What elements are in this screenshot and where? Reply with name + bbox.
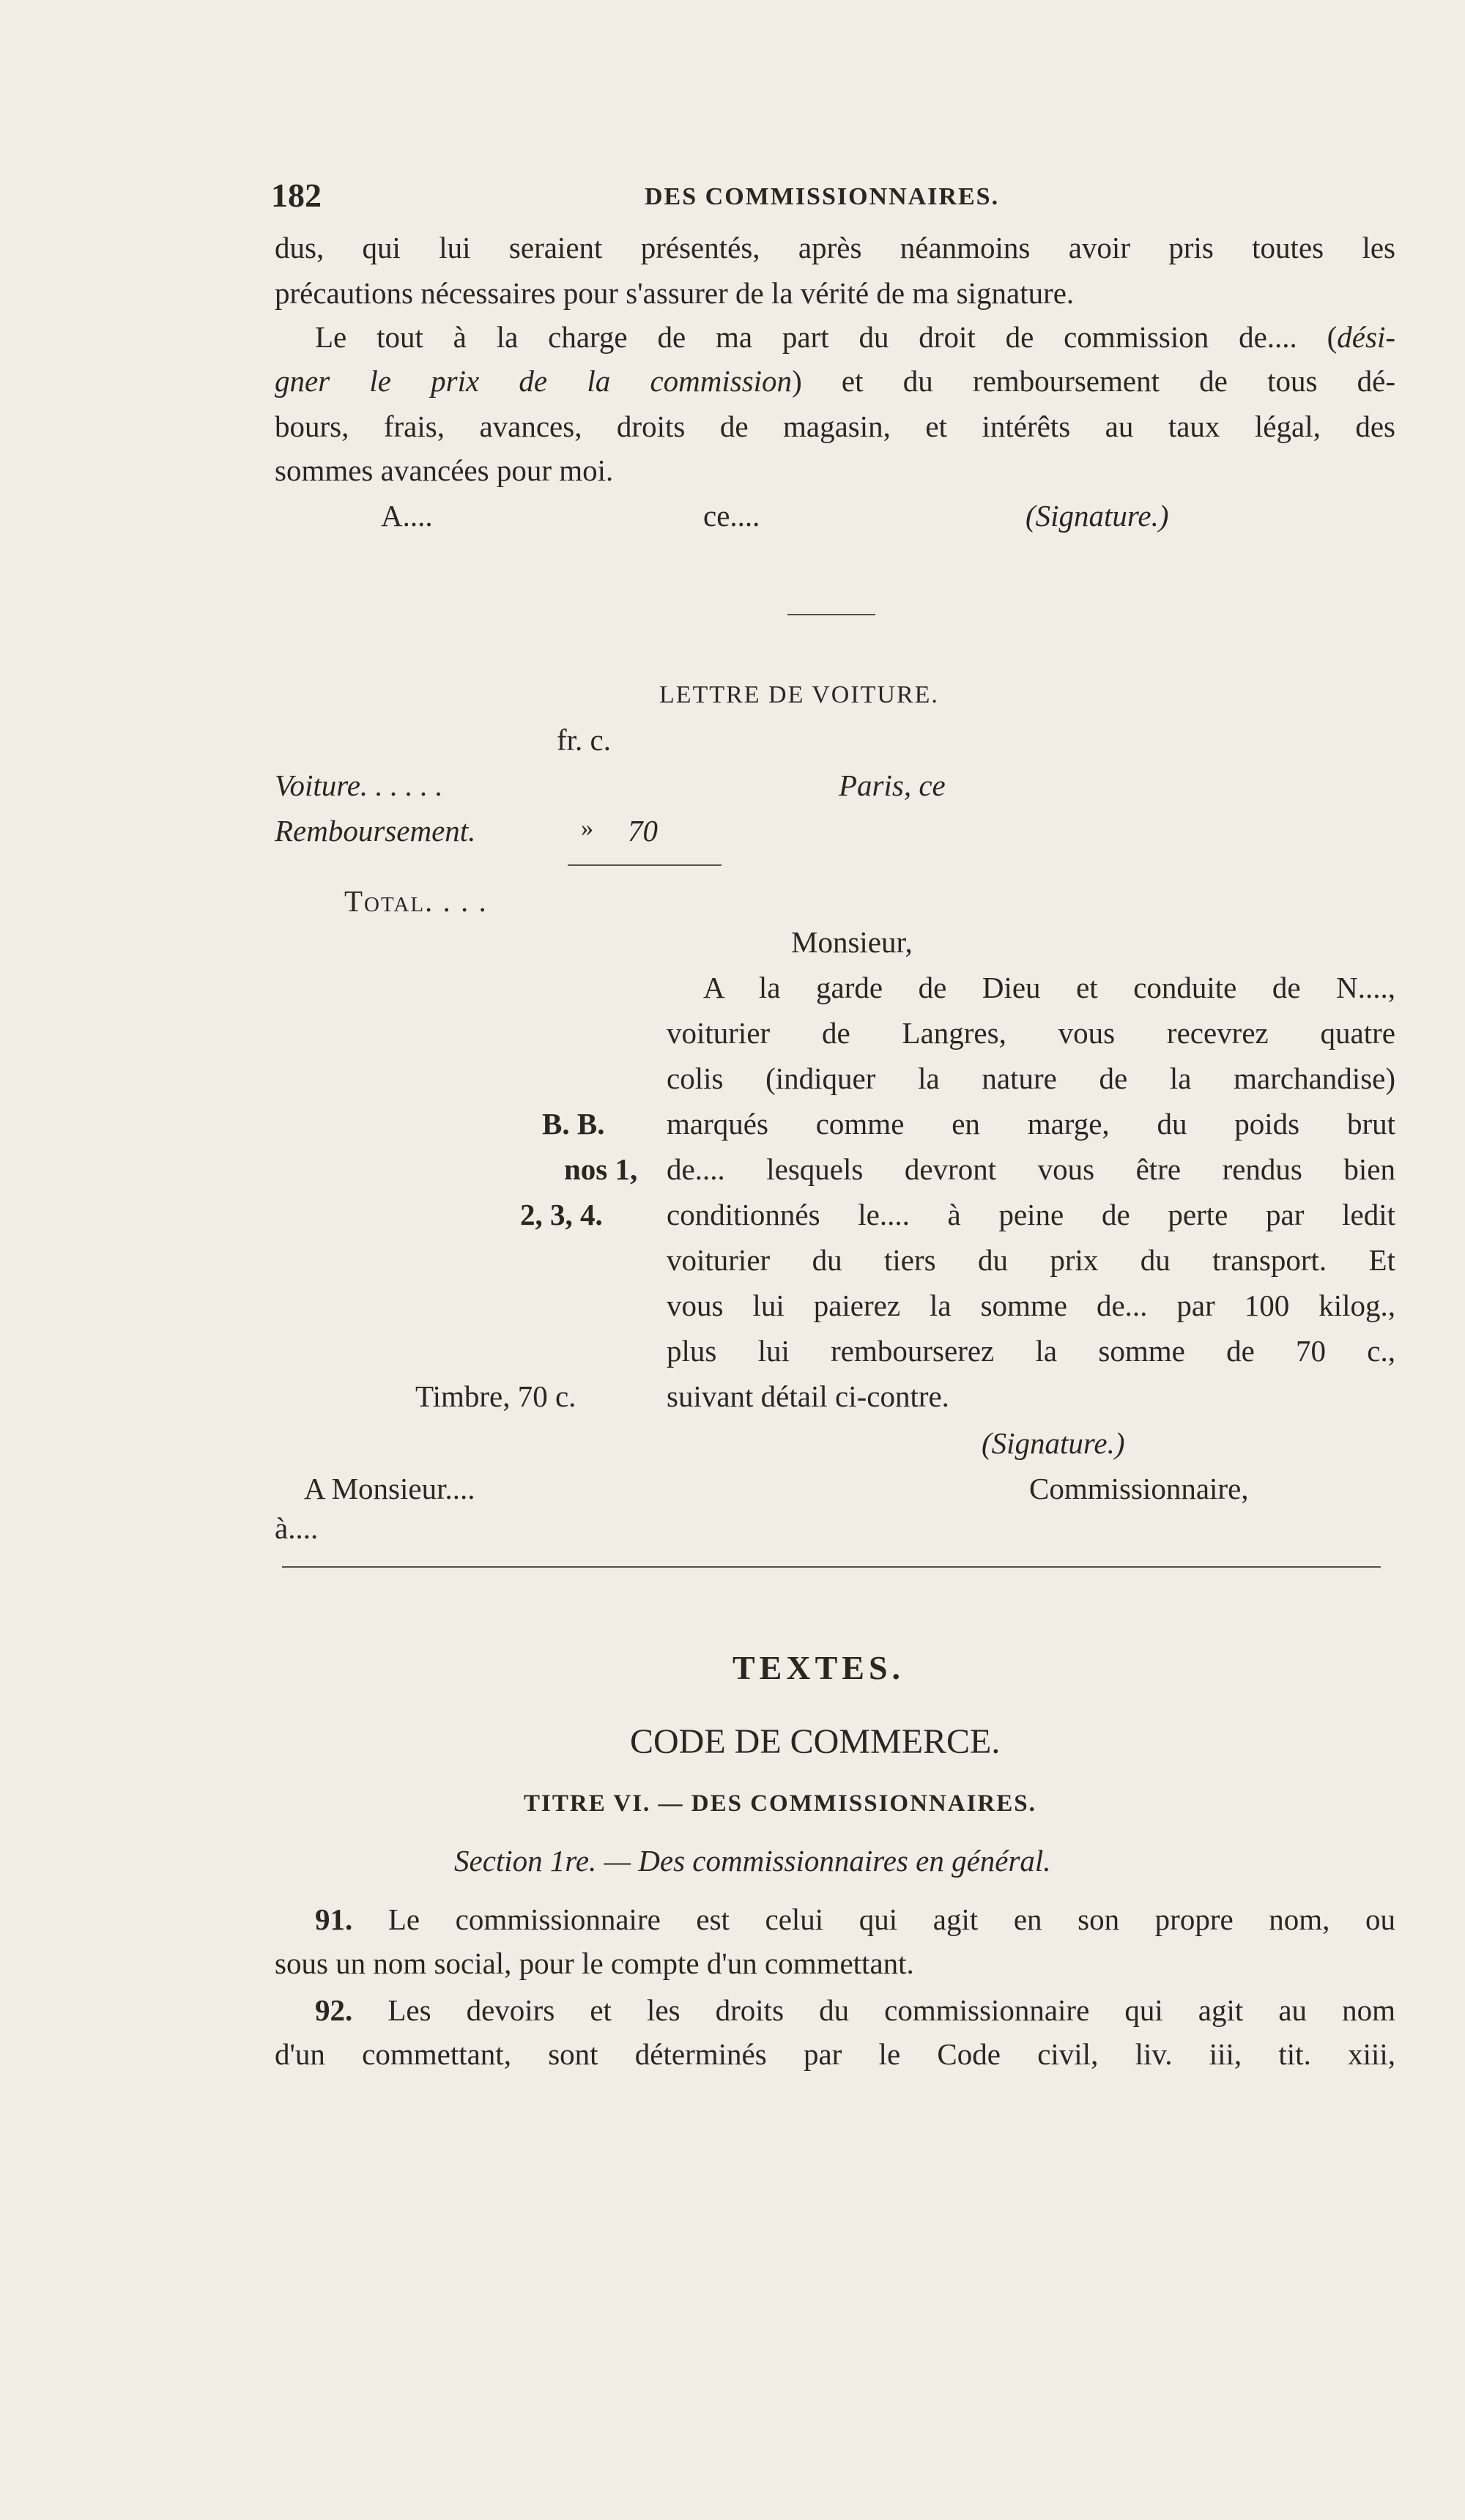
- para1-line1: dus, qui lui seraient présentés, après néanmoins avoir pris toutes les: [275, 231, 1395, 264]
- marge-nos: nos 1,: [564, 1152, 638, 1186]
- lettre-line-4: marqués comme en marge, du poids brut: [667, 1107, 1395, 1141]
- lettre-commissionnaire: Commissionnaire,: [1029, 1472, 1249, 1505]
- lettre-line-6: conditionnés le.... à peine de perte par ledit: [667, 1198, 1395, 1231]
- art91-line1: [315, 1902, 1396, 1936]
- lettre-col-head: fr. c.: [557, 723, 611, 757]
- art91-text1: Le commissionnaire est celui qui agit en son propre nom, ou: [387, 1902, 1396, 1936]
- art92-line2: d'un commettant, sont déterminés par le Code civil, liv. iii, tit. xiii,: [275, 2037, 1395, 2071]
- total-rule: [568, 864, 722, 866]
- lettre-line-8: vous lui paierez la somme de... par 100 kilog.,: [667, 1289, 1395, 1322]
- lettre-timbre: Timbre, 70 c.: [415, 1379, 576, 1413]
- long-divider: [282, 1566, 1381, 1568]
- lettre-a-monsieur: A Monsieur....: [304, 1472, 475, 1505]
- para2-line3: bours, frais, avances, droits de magasin, et intérêts au taux légal, des: [275, 410, 1395, 443]
- lettre-a-lieu: à....: [275, 1511, 319, 1545]
- lettre-voiture: Voiture. . . . . .: [275, 768, 443, 802]
- art92-line1: [315, 1995, 1395, 2026]
- lettre-line-9: plus lui rembourserez la somme de 70 c.,: [667, 1334, 1395, 1368]
- art91-line2: sous un nom social, pour le compte d'un commettant.: [275, 1946, 914, 1980]
- para2-line4: sommes avancées pour moi.: [275, 453, 614, 487]
- code-heading: CODE DE COMMERCE.: [630, 1722, 1001, 1761]
- para2-line1-italic: dési-: [1337, 320, 1395, 354]
- sig-date: ce....: [703, 499, 760, 533]
- lettre-remb-c: 70: [628, 814, 658, 848]
- running-title: DES COMMISSIONNAIRES.: [645, 183, 1000, 210]
- lettre-paris: Paris, ce: [839, 768, 946, 802]
- lettre-line-3: colis (indiquer la nature de la marchandise): [667, 1061, 1395, 1095]
- art92-text1: Les devoirs et les droits du commissionnaire qui agit au nom: [387, 1993, 1396, 2027]
- marge-numbers: 2, 3, 4.: [520, 1198, 603, 1231]
- art92-number: 92.: [315, 1993, 353, 2027]
- page-number: 182: [271, 177, 322, 214]
- para2-line2: [275, 366, 1395, 396]
- textes-heading: TEXTES.: [732, 1649, 905, 1686]
- lettre-line-2: voiturier de Langres, vous recevrez quatre: [667, 1016, 1395, 1050]
- lettre-remb: Remboursement.: [275, 814, 476, 848]
- sig-signature: (Signature.): [1026, 499, 1169, 533]
- art91-number: 91.: [315, 1902, 353, 1936]
- para2-line1: [315, 322, 1395, 352]
- para2-line2-text: ) et du remboursement de tous dé-: [792, 364, 1396, 398]
- lettre-line-1: A la garde de Dieu et conduite de N....,: [703, 971, 1395, 1004]
- lettre-salutation: Monsieur,: [791, 925, 913, 959]
- section-heading: Section 1re. — Des commissionnaires en général.: [454, 1844, 1051, 1878]
- lettre-remb-fr: »: [581, 815, 593, 842]
- titre-heading: TITRE VI. — DES COMMISSIONNAIRES.: [524, 1790, 1036, 1817]
- lettre-line-10: suivant détail ci-contre.: [667, 1379, 949, 1413]
- marge-bb: B. B.: [542, 1107, 605, 1141]
- para1-line2: précautions nécessaires pour s'assurer de la vérité de ma signature.: [275, 276, 1075, 310]
- lettre-line-5: de.... lesquels devront vous être rendus bien: [667, 1152, 1395, 1186]
- sig-place: A....: [381, 499, 433, 533]
- lettre-total: Total. . . .: [344, 884, 488, 918]
- para2-line1-text: Le tout à la charge de ma part du droit de commission de.... (: [315, 320, 1338, 354]
- lettre-line-7: voiturier du tiers du prix du transport. Et: [667, 1243, 1395, 1277]
- lettre-signature: (Signature.): [982, 1426, 1125, 1460]
- short-divider: [787, 614, 875, 615]
- lettre-title: LETTRE DE VOITURE.: [659, 681, 939, 708]
- para2-line2-italic: gner le prix de la commission: [275, 364, 793, 398]
